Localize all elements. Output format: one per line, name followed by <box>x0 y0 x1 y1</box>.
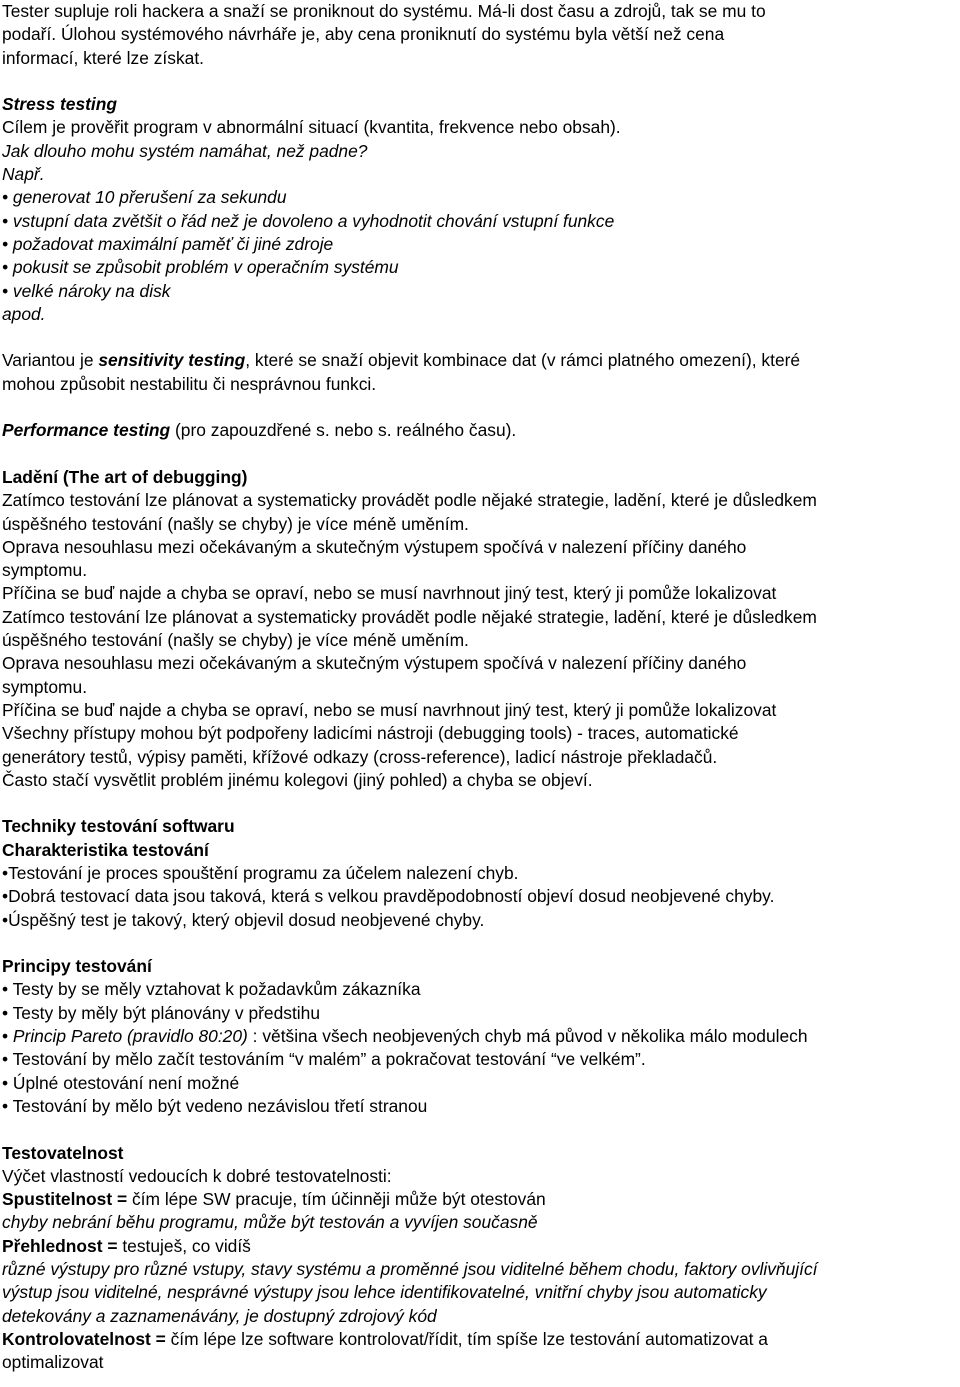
intro-paragraph <box>2 0 960 70</box>
list-item: • pokusit se způsobit problém v operačním systému <box>2 257 399 278</box>
text-line: informací, které lze získat. <box>2 47 204 68</box>
list-item: • vstupní data zvětšit o řád než je dovoleno a vyhodnotit chování vstupní funkce <box>2 210 615 231</box>
text-line: mohou způsobit nestabilitu či nesprávnou funkci. <box>2 373 377 394</box>
list-item: •Úspěšný test je takový, který objevil dosud neobjevené chyby. <box>2 909 485 930</box>
text-line: úspěšného testování (našly se chyby) je více méně uměním. <box>2 513 469 534</box>
text-line: optimalizovat <box>2 1352 104 1373</box>
testability-section <box>2 1142 960 1375</box>
text-span: čím lépe lze software kontrolovat/řídit, tím spíše lze testování automatizovat a <box>170 1328 768 1349</box>
techniques-heading: Techniky testování softwaru <box>2 816 235 837</box>
debugging-heading: Ladění (The art of debugging) <box>2 466 248 487</box>
debugging-section <box>2 466 960 792</box>
property-controllability <box>2 1328 960 1351</box>
text-line: úspěšného testování (našly se chyby) je více méně uměním. <box>2 630 469 651</box>
text-line: Oprava nesouhlasu mezi očekávaným a skutečným výstupem spočívá v nalezení příčiny daného <box>2 653 747 674</box>
text-line <box>2 349 960 372</box>
text-line: Výčet vlastností vedoucích k dobré testovatelnosti: <box>2 1165 392 1186</box>
property-term: Přehlednost = <box>2 1235 123 1256</box>
list-item: • velké nároky na disk <box>2 280 171 301</box>
list-item: •Testování je proces spouštění programu za účelem nalezení chyb. <box>2 862 519 883</box>
stress-examples-list <box>2 186 960 302</box>
sensitivity-term: sensitivity testing <box>98 350 246 371</box>
text-span: čím lépe SW pracuje, tím účinněji může být otestován <box>131 1189 546 1210</box>
property-detail: výstup jsou viditelné, nesprávné výstupy jsou lehce identifikovatelné, vnitřní chyby jsou automaticky <box>2 1282 767 1303</box>
list-item: • Testování by mělo začít testováním “v malém” a pokračovat testování “ve velkém”. <box>2 1049 646 1070</box>
stress-testing-section <box>2 93 960 326</box>
text-span: (pro zapouzdřené s. nebo s. reálného času). <box>170 420 517 441</box>
text-span: Variantou je <box>2 350 99 371</box>
text-span: : většina všech neobjevených chyb má původ v několika málo modulech <box>247 1026 808 1047</box>
text-line: symptomu. <box>2 676 88 697</box>
principles-heading: Principy testování <box>2 956 152 977</box>
principles-section <box>2 955 960 1118</box>
pareto-principle-term: Princip Pareto (pravidlo 80:20) <box>12 1026 248 1047</box>
performance-paragraph <box>2 419 960 442</box>
text-line: Příčina se buď najde a chyba se opraví, nebo se musí navrhnout jiný test, který ji pomůže lokalizovat <box>2 699 777 720</box>
text-line: Často stačí vysvětlit problém jinému kolegovi (jiný pohled) a chyba se objeví. <box>2 769 593 790</box>
techniques-section <box>2 815 960 931</box>
property-term: Kontrolovatelnost = <box>2 1328 171 1349</box>
text-line: Zatímco testování lze plánovat a systematicky provádět podle nějaké strategie, ladění, které je důsledkem <box>2 606 817 627</box>
etc-label: apod. <box>2 303 46 324</box>
stress-testing-description: Cílem je prověřit program v abnormální situací (kvantita, frekvence nebo obsah). <box>2 117 621 138</box>
text-line: Tester supluje roli hackera a snaží se proniknout do systému. Má-li dost času a zdrojů, tak se mu to <box>2 1 766 21</box>
example-label: Např. <box>2 164 45 185</box>
testability-heading: Testovatelnost <box>2 1142 124 1163</box>
text-span: , které se snaží objevit kombinace dat (v rámci platného omezení), které <box>245 350 801 371</box>
property-operability <box>2 1188 960 1211</box>
list-item: • Testy by měly být plánovány v předstihu <box>2 1002 320 1023</box>
performance-term: Performance testing <box>2 420 171 441</box>
list-item: •Dobrá testovací data jsou taková, která s velkou pravděpodobností objeví dosud neobjevené chyby. <box>2 886 775 907</box>
text-line: Příčina se buď najde a chyba se opraví, nebo se musí navrhnout jiný test, který ji pomůže lokalizovat <box>2 583 777 604</box>
property-detail: chyby nebrání běhu programu, může být testován a vyvíjen současně <box>2 1212 538 1233</box>
property-term: Spustitelnost = <box>2 1189 132 1210</box>
characteristics-subheading: Charakteristika testování <box>2 839 209 860</box>
property-observability <box>2 1235 960 1258</box>
text-line: Zatímco testování lze plánovat a systematicky provádět podle nějaké strategie, ladění, které je důsledkem <box>2 490 817 511</box>
text-line: symptomu. <box>2 560 88 581</box>
stress-testing-heading: Stress testing <box>2 94 118 115</box>
list-item: • Úplné otestování není možné <box>2 1072 240 1093</box>
list-item: • generovat 10 přerušení za sekundu <box>2 187 287 208</box>
property-detail: detekovány a zaznamenávány, je dostupný zdrojový kód <box>2 1305 437 1326</box>
property-detail: různé výstupy pro různé vstupy, stavy systému a proměnné jsou viditelné během chodu, faktory ovlivňující <box>2 1259 818 1280</box>
list-item: • požadovat maximální paměť či jiné zdroje <box>2 233 334 254</box>
list-item <box>2 1025 960 1048</box>
bullet: • <box>2 1026 13 1047</box>
sensitivity-paragraph <box>2 349 960 396</box>
list-item: • Testy by se měly vztahovat k požadavkům zákazníka <box>2 979 421 1000</box>
text-line: Všechny přístupy mohou být podpořeny ladicími nástroji (debugging tools) - traces, automatické <box>2 723 739 744</box>
stress-testing-question: Jak dlouho mohu systém namáhat, než padne? <box>2 140 368 161</box>
list-item: • Testování by mělo být vedeno nezávislou třetí stranou <box>2 1095 428 1116</box>
text-line: Oprava nesouhlasu mezi očekávaným a skutečným výstupem spočívá v nalezení příčiny daného <box>2 536 747 557</box>
text-line: podaří. Úlohou systémového návrháře je, aby cena proniknutí do systému byla větší než cena <box>2 24 725 45</box>
text-line: generátory testů, výpisy paměti, křížové odkazy (cross-reference), ladicí nástroje překladačů. <box>2 746 718 767</box>
text-span: testuješ, co vidíš <box>122 1235 251 1256</box>
